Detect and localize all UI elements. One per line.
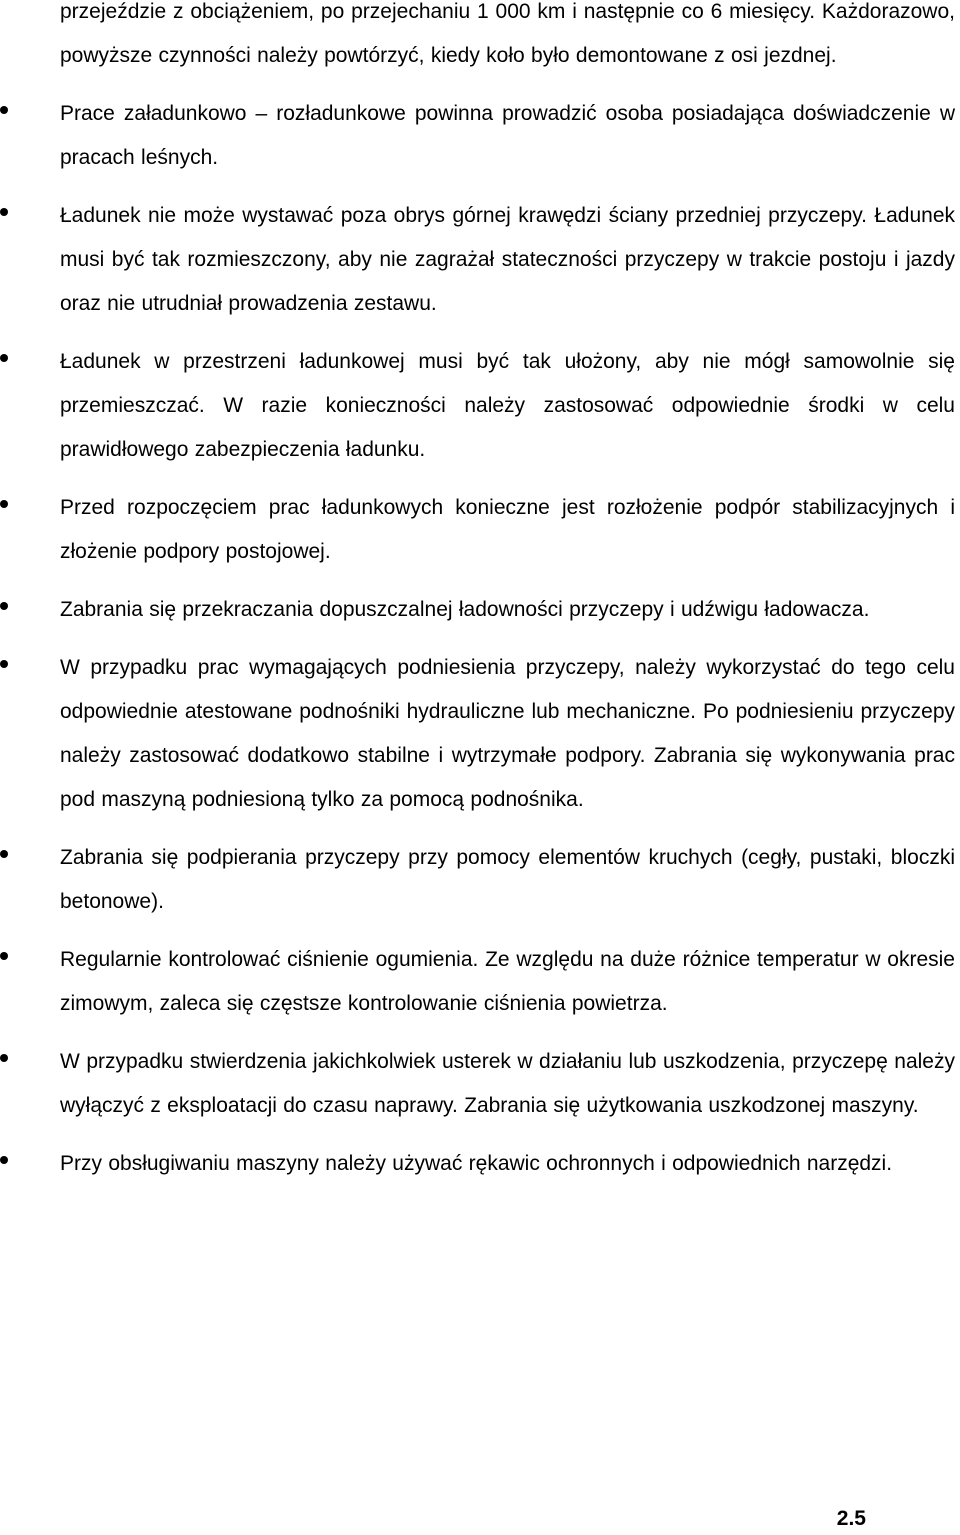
bullet-text: Zabrania się przekraczania dopuszczalnej ładowności przyczepy i udźwigu ładowacza. (60, 598, 870, 621)
bullet-item (0, 588, 960, 632)
bullet-text: Przed rozpoczęciem prac ładunkowych konieczne jest rozłożenie podpór stabilizacyjnych i złożenie podpory postojowej. (60, 496, 955, 563)
bullet-icon (0, 602, 8, 610)
bullet-item (0, 486, 960, 574)
bullet-icon (0, 660, 8, 668)
bullet-item (0, 194, 960, 326)
bullet-text: Prace załadunkowo – rozładunkowe powinna prowadzić osoba posiadająca doświadczenie w pracach leśnych. (60, 102, 955, 169)
bullet-icon (0, 850, 8, 858)
paragraph-text: przejeździe z obciążeniem, po przejechaniu 1 000 km i następnie co 6 miesięcy. Każdorazowo, powyższe czynności należy powtórzyć, kiedy koło było demontowane z osi jezdnej. (60, 0, 955, 67)
bullet-icon (0, 952, 8, 960)
bullet-text: Zabrania się podpierania przyczepy przy pomocy elementów kruchych (cegły, pustaki, bloczki betonowe). (60, 846, 955, 913)
bullet-item (0, 92, 960, 180)
bullet-icon (0, 1054, 8, 1062)
bullet-text: Przy obsługiwaniu maszyny należy używać rękawic ochronnych i odpowiednich narzędzi. (60, 1152, 893, 1175)
bullet-text: W przypadku prac wymagających podniesienia przyczepy, należy wykorzystać do tego celu odpowiednie atestowane podnośniki hydrauliczne lub mechaniczne. Po podniesieniu przyczepy należy zastosować dodatkowo stabilne i wytrzymałe podpory. Zabrania się wykonywania prac pod maszyną podniesioną tylko za pomocą podnośnika. (60, 656, 955, 811)
paragraph-continuation (0, 0, 960, 78)
bullet-text: Regularnie kontrolować ciśnienie ogumienia. Ze względu na duże różnice temperatur w okresie zimowym, zaleca się częstsze kontrolowanie ciśnienia powietrza. (60, 948, 955, 1015)
bullet-item (0, 836, 960, 924)
page-number: 2.5 (836, 1507, 866, 1530)
bullet-icon (0, 106, 8, 114)
bullet-icon (0, 208, 8, 216)
bullet-icon (0, 500, 8, 508)
bullet-item (0, 340, 960, 472)
bullet-icon (0, 1156, 8, 1164)
bullet-item (0, 1142, 960, 1186)
bullet-icon (0, 354, 8, 362)
bullet-text: Ładunek w przestrzeni ładunkowej musi być tak ułożony, aby nie mógł samowolnie się przemieszczać. W razie konieczności należy zastosować odpowiednie środki w celu prawidłowego zabezpieczenia ładunku. (60, 350, 955, 461)
bullet-text: W przypadku stwierdzenia jakichkolwiek usterek w działaniu lub uszkodzenia, przyczepę należy wyłączyć z eksploatacji do czasu naprawy. Zabrania się użytkowania uszkodzonej maszyny. (60, 1050, 955, 1117)
bullet-item (0, 646, 960, 822)
bullet-item (0, 938, 960, 1026)
bullet-item (0, 1040, 960, 1128)
bullet-text: Ładunek nie może wystawać poza obrys górnej krawędzi ściany przedniej przyczepy. Ładunek musi być tak rozmieszczony, aby nie zagrażał stateczności przyczepy w trakcie postoju i jazdy oraz nie utrudniał prowadzenia zestawu. (60, 204, 955, 315)
